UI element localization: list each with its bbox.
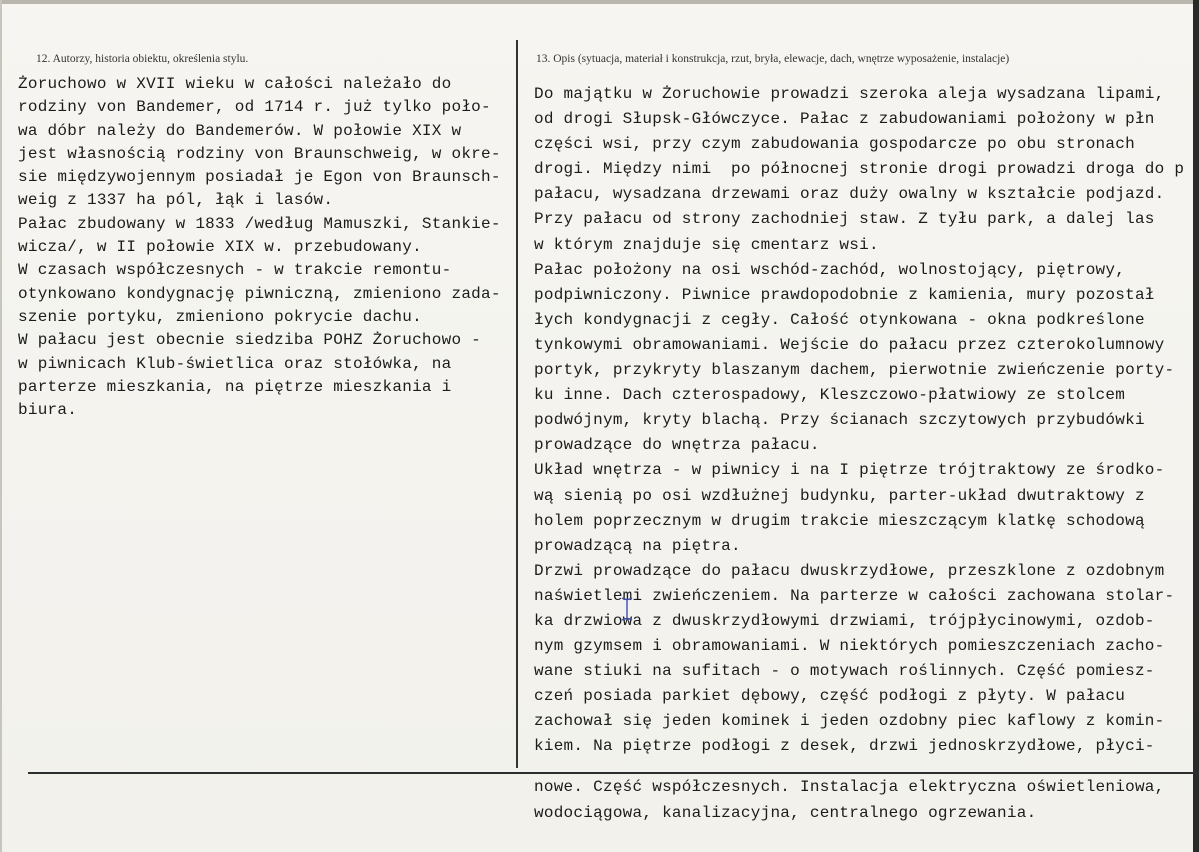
text-line: ku inne. Dach czterospadowy, Kleszczowo-płatwiowy ze stolcem [534,386,1126,405]
description-text-block [534,82,1194,760]
text-line: biura. [18,401,78,420]
text-line: portyk, przykryty blaszanym dachem, pierwotnie zwieńczenie porty- [534,361,1175,380]
top-border [0,0,1199,4]
text-line: nowe. Część współczesnych. Instalacja elektryczna oświetleniowa, [534,778,1165,796]
text-line: naświetlemi zwieńczeniem. Na parterze w całości zachowana stolar- [534,586,1175,605]
text-line: wane stiuki na sufitach - o motywach roślinnych. Część pomiesz- [534,662,1155,681]
text-line: nym gzymsem i obramowaniami. W niektórych pomieszczeniach zacho- [534,637,1165,656]
text-line: otynkowano kondygnację piwniczną, zmieniono zada- [18,284,501,303]
text-line: wicza/, w II połowie XIX w. przebudowany. [18,238,422,257]
text-line: w którym znajduje się cmentarz wsi. [534,235,879,254]
text-line: części wsi, przy czym zabudowania gospodarcze po obu stronach [534,135,1135,154]
text-line: jest własnością rodziny von Braunschweig, w okre- [18,144,501,163]
text-line: pałacu, wysadzana drzewami oraz duży owalny w kształcie podjazd. [534,185,1165,204]
text-line: czeń posiada parkiet dębowy, część podłogi z płyty. W pałacu [534,687,1126,706]
text-line: kiem. Na piętrze podłogi z desek, drzwi jednoskrzydłowe, płyci- [534,737,1155,756]
text-line: drogi. Między nimi po północnej stronie drogi prowadzi droga do p [534,160,1185,179]
text-line: łych kondygnacji z cegły. Całość otynkowana - okna podkreślone [534,310,1145,329]
left-border [0,0,2,852]
text-line: weig z 1337 ha pól, łąk i lasów. [18,191,334,210]
column-divider [516,40,518,768]
section-12-heading: 12. Autorzy, historia obiektu, określenia stylu. [36,53,249,65]
continuation-text-block [534,775,1194,826]
text-line: Pałac zbudowany w 1833 /według Mamuszki, Stankie- [18,214,501,233]
text-line: parterze mieszkania, na piętrze mieszkania i [18,377,452,396]
history-text-block [18,73,513,422]
text-line: tynkowymi obramowaniami. Wejście do pałacu przez czterokolumnowy [534,335,1165,354]
text-line: szenie portyku, zmieniono pokrycie dachu. [18,307,422,326]
text-line: Przy pałacu od strony zachodniej staw. Z tyłu park, a dalej las [534,210,1155,229]
text-line: holem poprzecznym w drugim trakcie mieszczącym klatkę schodową [534,511,1145,530]
text-line: wą sienią po osi wzdłużnej budynku, parter-układ dwutraktowy z [534,486,1145,505]
text-line: podwójnym, kryty blachą. Przy ścianach szczytowych przybudówki [534,411,1145,430]
text-line: prowadzące do wnętrza pałacu. [534,436,820,455]
ink-cursor-mark [620,596,634,622]
text-line: rodziny von Bandemer, od 1714 r. już tylko poło- [18,98,491,117]
bottom-rule [28,772,1199,774]
text-line: wa dóbr należy do Bandemerów. W połowie XIX w [18,121,462,140]
section-13-heading: 13. Opis (sytuacja, materiał i konstrukcja, rzut, bryła, elewacje, dach, wnętrze wyposażenie, instalacje) [536,53,1010,65]
text-line: Pałac położony na osi wschód-zachód, wolnostojący, piętrowy, [534,260,1126,279]
text-line: w piwnicach Klub-świetlica oraz stołówka, na [18,354,452,373]
text-line: W czasach współczesnych - w trakcie remontu- [18,261,452,280]
text-line: zachował się jeden kominek i jeden ozdobny piec kaflowy z komin- [534,712,1165,731]
text-line: Do majątku w Żoruchowie prowadzi szeroka aleja wysadzana lipami, [534,85,1165,103]
text-line: Drzwi prowadzące do pałacu dwuskrzydłowe, przeszklone z ozdobnym [534,561,1165,580]
text-line: W pałacu jest obecnie siedziba POHZ Żoruchowo - [18,331,482,350]
text-line: Żoruchowo w XVII wieku w całości należało do [18,75,452,93]
text-line: od drogi Słupsk-Główczyce. Pałac z zabudowaniami położony w płn [534,110,1155,129]
text-line: podpiwniczony. Piwnice prawdopodobnie z kamienia, mury pozostał [534,285,1155,304]
text-line: sie międzywojennym posiadał je Egon von Braunsch- [18,168,501,187]
text-line: Układ wnętrza - w piwnicy i na I piętrze trójtraktowy ze środko- [534,461,1165,480]
text-line: ka drzwiowa z dwuskrzydłowymi drzwiami, trójpłycinowymi, ozdob- [534,611,1155,630]
text-line: prowadzącą na piętra. [534,536,741,555]
text-line: wodociągowa, kanalizacyjna, centralnego ogrzewania. [534,803,1037,822]
